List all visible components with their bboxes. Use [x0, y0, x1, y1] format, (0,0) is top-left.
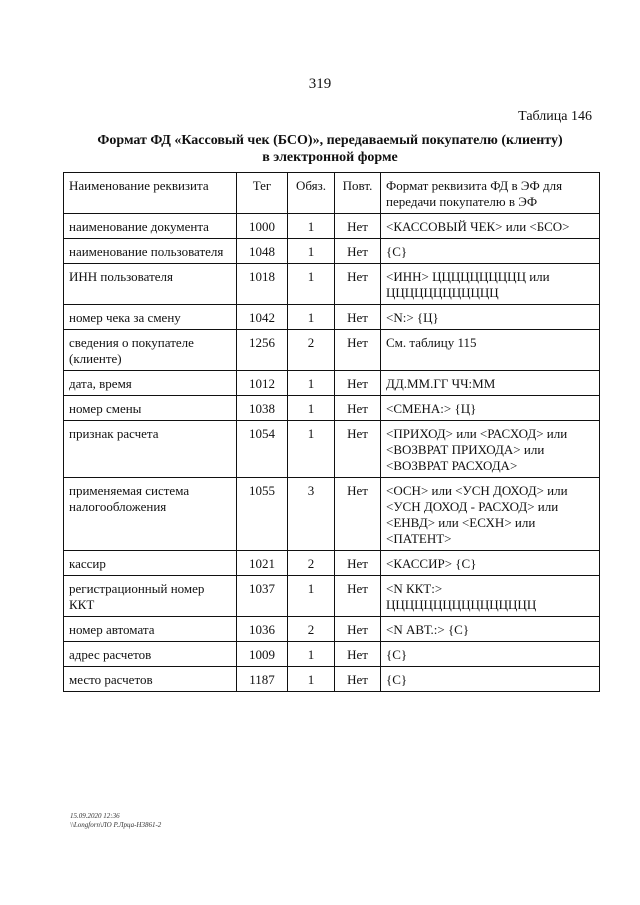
cell-repeat: Нет [335, 330, 381, 371]
cell-format: ДД.ММ.ГГ ЧЧ:ММ [381, 371, 600, 396]
cell-tag: 1256 [237, 330, 288, 371]
cell-tag: 1037 [237, 576, 288, 617]
cell-name: применяемая система налогообложения [64, 478, 237, 551]
table-row [64, 576, 600, 617]
header-required: Обяз. [288, 173, 335, 214]
cell-format: {С} [381, 667, 600, 692]
cell-name: номер автомата [64, 617, 237, 642]
cell-format: <КАССОВЫЙ ЧЕК> или <БСО> [381, 214, 600, 239]
cell-format: <ИНН> ЦЦЦЦЦЦЦЦЦЦ или ЦЦЦЦЦЦЦЦЦЦЦЦ [381, 264, 600, 305]
cell-repeat: Нет [335, 478, 381, 551]
header-name: Наименование реквизита [64, 173, 237, 214]
header-repeat: Повт. [335, 173, 381, 214]
cell-required: 1 [288, 642, 335, 667]
cell-repeat: Нет [335, 239, 381, 264]
cell-name: номер чека за смену [64, 305, 237, 330]
cell-repeat: Нет [335, 642, 381, 667]
cell-required: 3 [288, 478, 335, 551]
cell-required: 1 [288, 214, 335, 239]
cell-format: {С} [381, 642, 600, 667]
cell-tag: 1036 [237, 617, 288, 642]
cell-name: признак расчета [64, 421, 237, 478]
footer-stamp [70, 812, 161, 830]
table-row [64, 305, 600, 330]
cell-tag: 1048 [237, 239, 288, 264]
page-number: 319 [308, 76, 332, 92]
table-row [64, 264, 600, 305]
cell-repeat: Нет [335, 264, 381, 305]
cell-required: 1 [288, 264, 335, 305]
cell-tag: 1009 [237, 642, 288, 667]
cell-repeat: Нет [335, 667, 381, 692]
cell-tag: 1055 [237, 478, 288, 551]
cell-format: См. таблицу 115 [381, 330, 600, 371]
footer-path: \\Longforn\ЛО Р.Лрца-Н3861-2 [70, 821, 162, 829]
table-row [64, 421, 600, 478]
cell-required: 2 [288, 330, 335, 371]
cell-name: регистрационный номер ККТ [64, 576, 237, 617]
cell-format: <ОСН> или <УСН ДОХОД> или <УСН ДОХОД - РАСХОД> или <ЕНВД> или <ЕСХН> или <ПАТЕНТ> [381, 478, 600, 551]
cell-format: <N АВТ.:> {С} [381, 617, 600, 642]
cell-tag: 1038 [237, 396, 288, 421]
table-row [64, 371, 600, 396]
cell-tag: 1012 [237, 371, 288, 396]
header-tag: Тег [237, 173, 288, 214]
table-row [64, 239, 600, 264]
requisites-table [63, 172, 600, 692]
cell-tag: 1187 [237, 667, 288, 692]
cell-repeat: Нет [335, 617, 381, 642]
document-title [70, 132, 590, 166]
cell-name: адрес расчетов [64, 642, 237, 667]
cell-tag: 1054 [237, 421, 288, 478]
cell-required: 1 [288, 239, 335, 264]
footer-date: 15.09.2020 12:36 [70, 812, 120, 820]
cell-tag: 1000 [237, 214, 288, 239]
table-header-row [64, 173, 600, 214]
title-line-1: Формат ФД «Кассовый чек (БСО)», передаваемый покупателю (клиенту) [97, 133, 563, 148]
table-label: Таблица 146 [518, 109, 592, 124]
cell-tag: 1042 [237, 305, 288, 330]
cell-name: кассир [64, 551, 237, 576]
cell-name: сведения о покупателе (клиенте) [64, 330, 237, 371]
table-row [64, 214, 600, 239]
cell-repeat: Нет [335, 371, 381, 396]
cell-repeat: Нет [335, 396, 381, 421]
cell-required: 1 [288, 371, 335, 396]
cell-name: ИНН пользователя [64, 264, 237, 305]
cell-name: место расчетов [64, 667, 237, 692]
cell-repeat: Нет [335, 214, 381, 239]
table-row [64, 330, 600, 371]
cell-format: <N:> {Ц} [381, 305, 600, 330]
table-row [64, 642, 600, 667]
cell-repeat: Нет [335, 305, 381, 330]
cell-tag: 1018 [237, 264, 288, 305]
cell-required: 1 [288, 305, 335, 330]
title-line-2: в электронной форме [262, 150, 398, 165]
cell-name: наименование пользователя [64, 239, 237, 264]
cell-required: 1 [288, 421, 335, 478]
cell-required: 2 [288, 617, 335, 642]
cell-tag: 1021 [237, 551, 288, 576]
cell-format: <КАССИР> {С} [381, 551, 600, 576]
cell-format: {С} [381, 239, 600, 264]
table-row [64, 396, 600, 421]
cell-repeat: Нет [335, 551, 381, 576]
cell-required: 1 [288, 576, 335, 617]
cell-name: наименование документа [64, 214, 237, 239]
cell-format: <N ККТ:> ЦЦЦЦЦЦЦЦЦЦЦЦЦЦЦЦ [381, 576, 600, 617]
table-row [64, 667, 600, 692]
cell-repeat: Нет [335, 421, 381, 478]
table-row [64, 551, 600, 576]
cell-format: <СМЕНА:> {Ц} [381, 396, 600, 421]
cell-repeat: Нет [335, 576, 381, 617]
cell-required: 2 [288, 551, 335, 576]
cell-name: дата, время [64, 371, 237, 396]
table-row [64, 478, 600, 551]
cell-required: 1 [288, 396, 335, 421]
cell-required: 1 [288, 667, 335, 692]
header-format: Формат реквизита ФД в ЭФ для передачи покупателю в ЭФ [381, 173, 600, 214]
cell-name: номер смены [64, 396, 237, 421]
table-row [64, 617, 600, 642]
cell-format: <ПРИХОД> или <РАСХОД> или <ВОЗВРАТ ПРИХОДА> или <ВОЗВРАТ РАСХОДА> [381, 421, 600, 478]
